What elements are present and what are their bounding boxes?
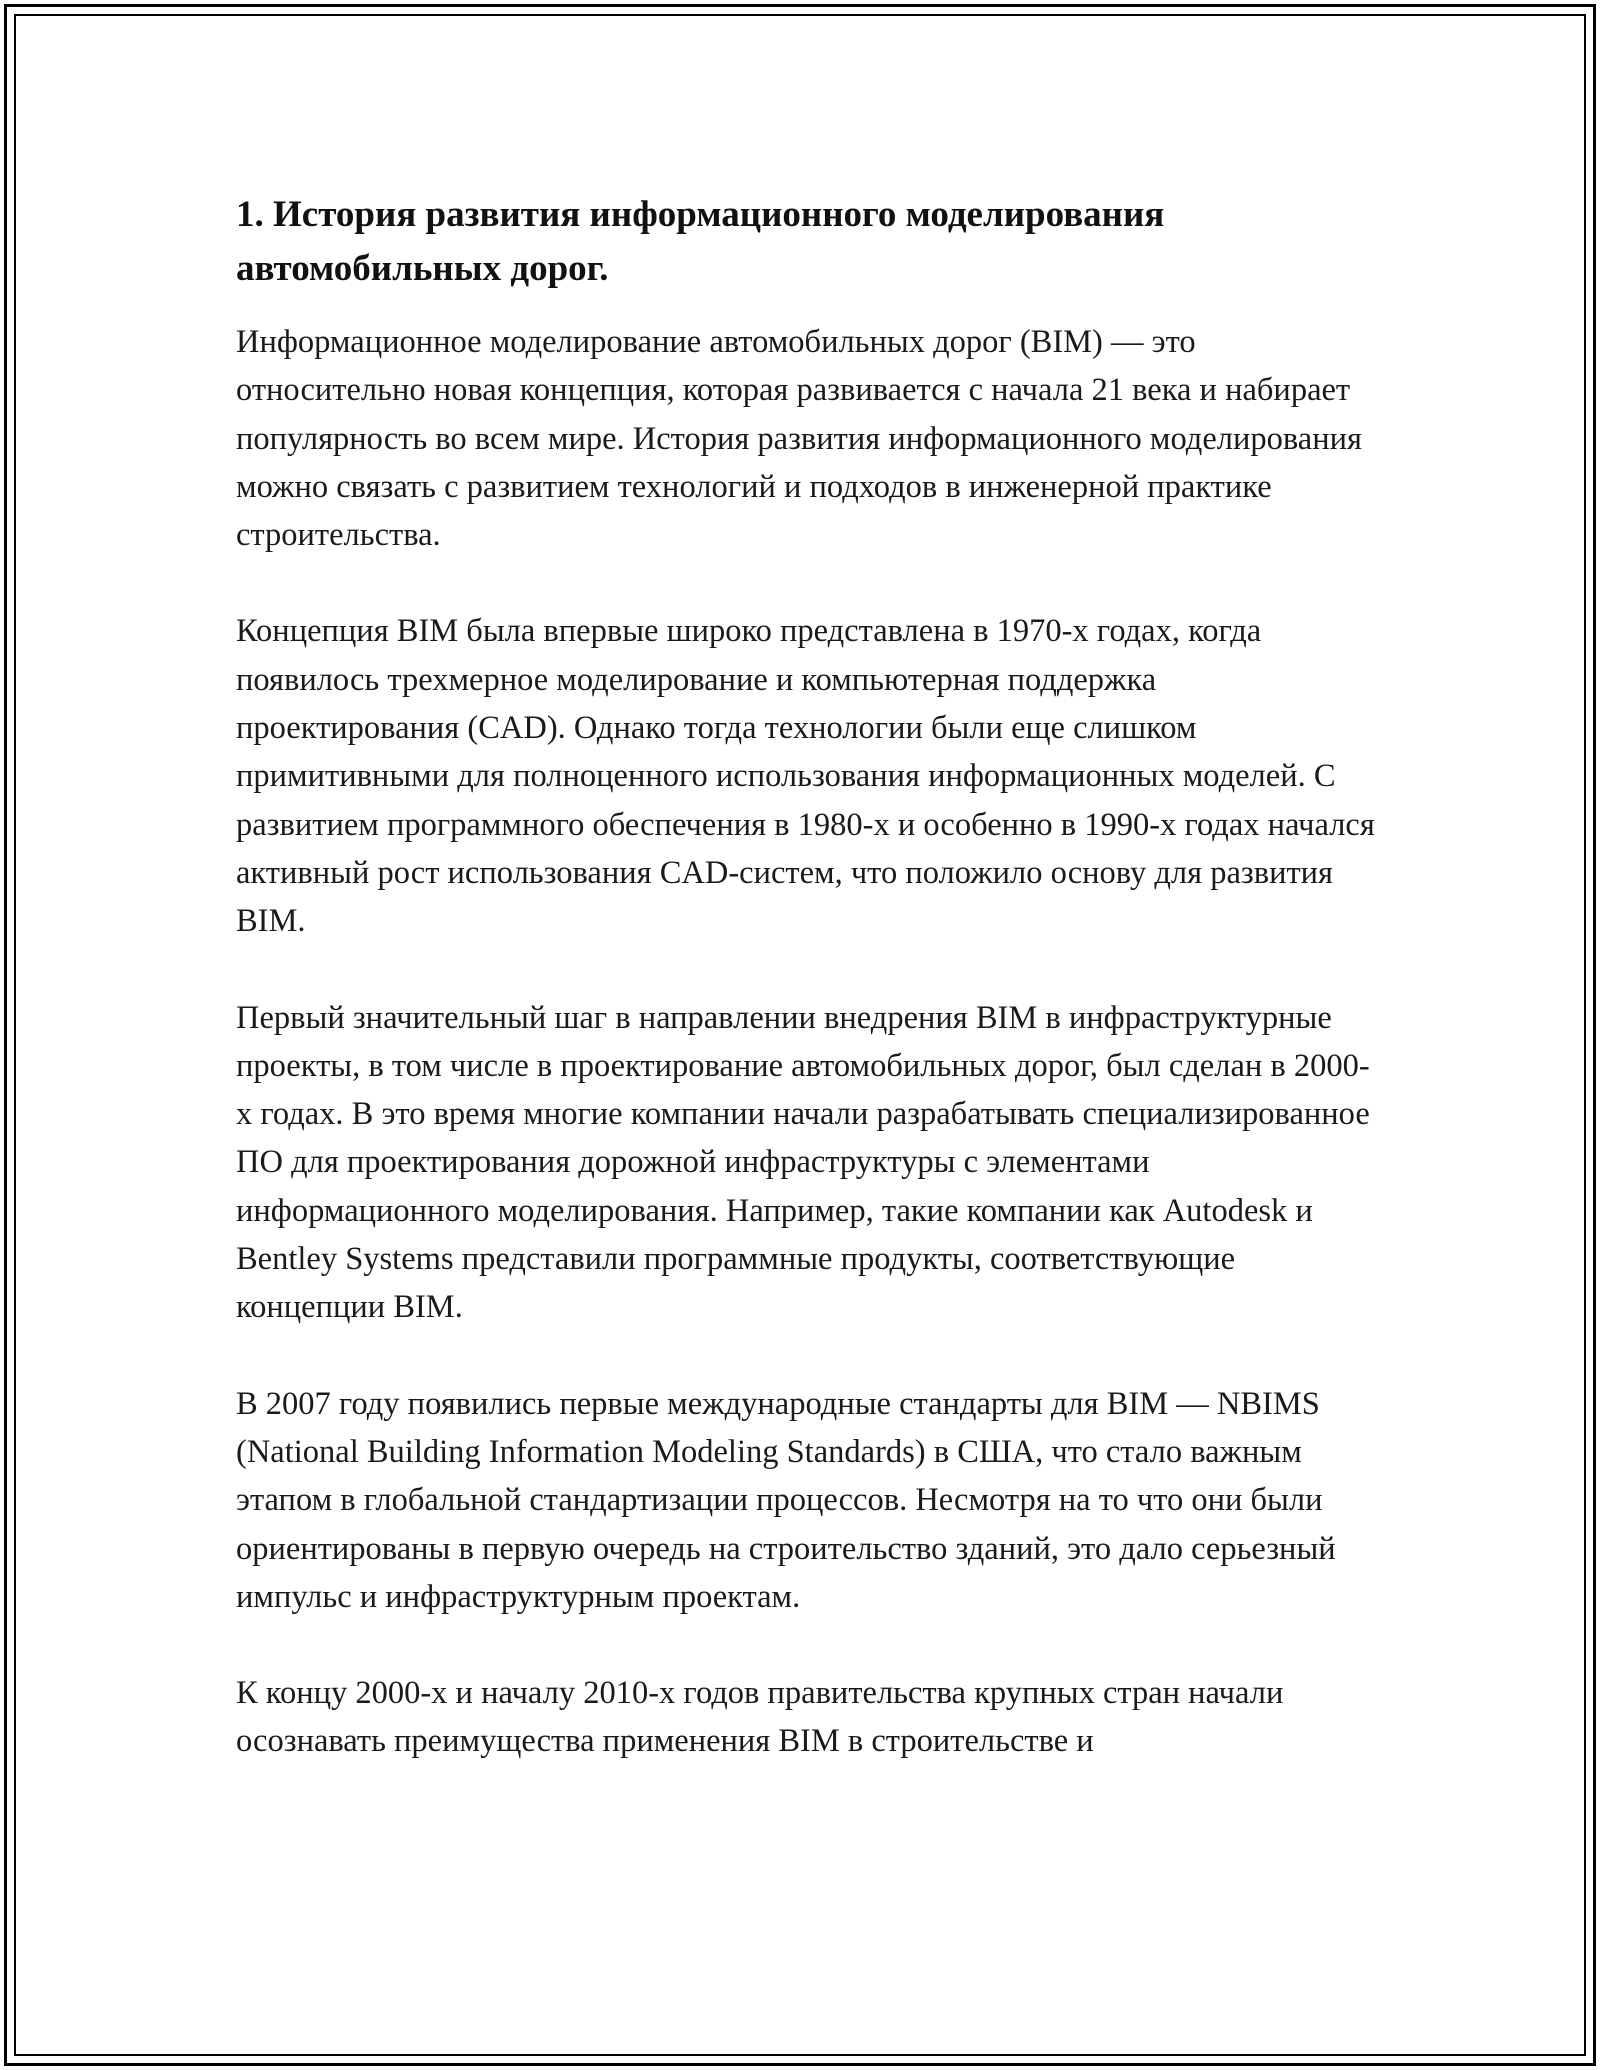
document-page bbox=[236, 188, 1376, 1814]
paragraph-2: Концепция BIM была впервые широко представлена в 1970-х годах, когда появилось трехмерное моделирование и компьютерная поддержка проектирования (CAD). Однако тогда технологии были еще слишком примитивными для полноценного использования информационных моделей. С развитием программного обеспечения в 1980-х и особенно в 1990-х годах начался активный рост использования CAD-систем, что положило основу для развития BIM. bbox=[236, 613, 1375, 940]
paragraph-1: Информационное моделирование автомобильных дорог (BIM) — это относительно новая концепция, которая развивается с начала 21 века и набирает популярность во всем мире. История развития информационного моделирования можно связать с развитием технологий и подходов в инженерной практике строительства. bbox=[236, 324, 1362, 554]
section-title: 1. История развития информационного моделирования автомобильных дорог. bbox=[236, 194, 1165, 289]
paragraph-5: К концу 2000-х и началу 2010-х годов правительства крупных стран начали осознавать преимущества применения BIM в строительстве и bbox=[236, 1675, 1284, 1760]
paragraph-3: Первый значительный шаг в направлении внедрения BIM в инфраструктурные проекты, в том числе в проектирование автомобильных дорог, был сделан в 2000-х годах. В это время многие компании начали разрабатывать специализированное ПО для проектирования дорожной инфраструктуры с элементами информационного моделирования. Например, такие компании как Autodesk и Bentley Systems представили программные продукты, соответствующие концепции BIM. bbox=[236, 999, 1370, 1326]
paragraph-4: В 2007 году появились первые международные стандарты для BIM — NBIMS (National Building Information Modeling Standards) в США, что стало важным этапом в глобальной стандартизации процессов. Несмотря на то что они были ориентированы в первую очередь на строительство зданий, это дало серьезный импульс и инфраструктурным проектам. bbox=[236, 1385, 1336, 1615]
